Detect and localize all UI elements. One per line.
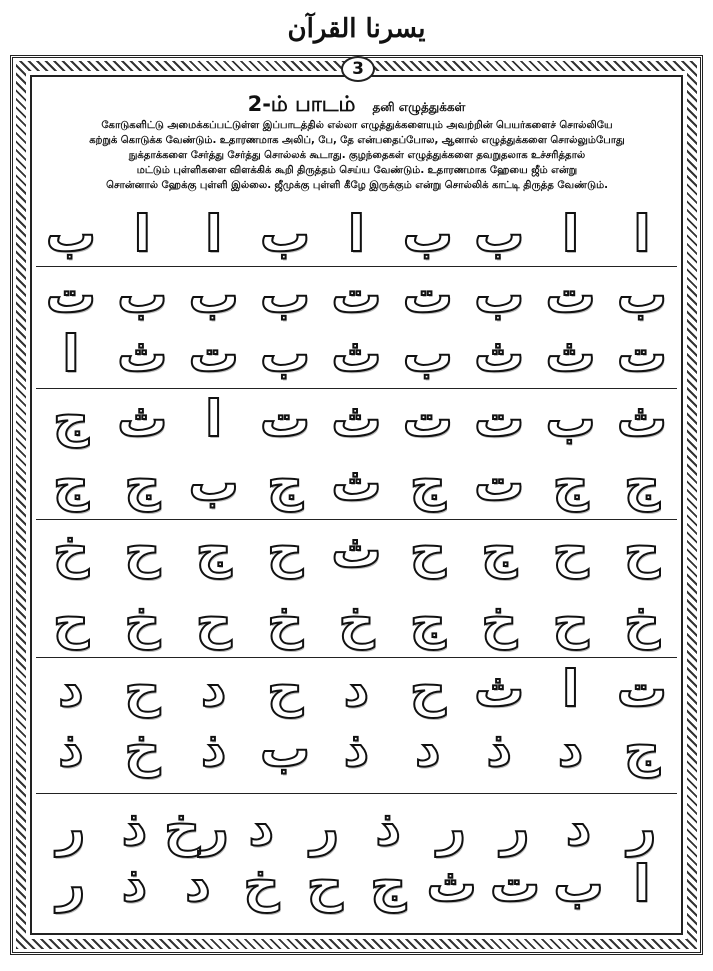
arabic-letter: ت (490, 855, 541, 913)
letter-row-8 (40, 657, 673, 721)
arabic-letter: ح (552, 521, 589, 579)
arabic-letter: ح (623, 521, 661, 579)
arabic-letter: ا (62, 325, 80, 383)
arabic-letter: ث (545, 325, 596, 383)
arabic-letter: ب (402, 205, 453, 263)
arabic-letter: ا (205, 205, 223, 263)
arabic-letter: ب (260, 720, 311, 778)
arabic-letter: ب (553, 855, 604, 913)
arabic-letter: ر (500, 799, 530, 857)
arabic-letter: ث (331, 521, 382, 579)
instructions-paragraph (46, 118, 668, 193)
arabic-letter: ح (52, 592, 90, 650)
arabic-letter: ر (627, 799, 657, 857)
arabic-letter: ح (306, 855, 343, 913)
arabic-letter: ب (117, 266, 168, 324)
arabic-letter: ا (205, 390, 223, 448)
arabic-letter: ت (474, 454, 525, 512)
arabic-letter: ج (409, 454, 446, 512)
arabic-letter: ب (45, 205, 97, 263)
arabic-letter: ذ (121, 799, 148, 857)
arabic-letter: ث (474, 660, 525, 718)
arabic-letter: د (557, 720, 584, 778)
arabic-letter: ح (124, 521, 161, 579)
arabic-letter: ج (409, 592, 446, 650)
arabic-letter: رخ (164, 799, 229, 857)
arabic-letter: ر (56, 855, 86, 913)
arabic-letter: ا (347, 205, 366, 263)
instruction-line: சொன்னால் ஹேக்கு புள்ளி இல்லை. ஜீமுக்கு புள்ளி கீழே இருக்கும் என்று சொல்லிக் காட்டி திருத்த வேண்டும். (106, 180, 608, 191)
arabic-letter: ت (188, 325, 239, 383)
arabic-letter: ب (260, 205, 311, 263)
instruction-line: கோடுகளிட்டு அமைக்கப்பட்டுள்ள இப்பாடத்தில் எல்லா எழுத்துக்களையும் அவற்றின் பெயர்களைச் சொல்லியே (101, 120, 613, 131)
arabic-letter: ث (331, 454, 382, 512)
instruction-line: நுக்தாக்களை சேர்த்து சேர்த்து சொல்லக் கூடாது. குழந்தைகள் எழுத்துக்களை தவறுதலாக உச்சரித்தால் (128, 150, 586, 161)
arabic-letter: ث (117, 325, 168, 383)
arabic-letter: ح (267, 521, 304, 579)
arabic-letter: ث (616, 390, 668, 448)
arabic-letter: ب (545, 390, 596, 448)
arabic-letter: ا (633, 855, 651, 913)
letter-row-11 (40, 852, 673, 916)
arabic-letter: ت (616, 325, 668, 383)
arabic-letter: ث (474, 325, 525, 383)
arabic-letter: خ (243, 855, 280, 913)
arabic-letter: ب (260, 266, 311, 324)
section-divider (36, 793, 677, 794)
page-header-title: يسرنا القرآن (287, 14, 426, 44)
arabic-letter: ث (117, 390, 168, 448)
arabic-letter: د (200, 660, 227, 718)
arabic-letter: ت (616, 660, 668, 718)
arabic-letter: د (415, 720, 441, 778)
letter-row-10 (40, 796, 673, 860)
arabic-letter: ج (195, 521, 232, 579)
arabic-letter: ت (545, 266, 596, 324)
letter-row-3 (40, 322, 673, 386)
arabic-letter: ج (481, 521, 518, 579)
letter-row-1 (40, 202, 673, 266)
arabic-letter: ا (562, 205, 580, 263)
arabic-letter: د (248, 799, 275, 857)
lesson-subtitle: தனி எழுத்துக்கள் (372, 100, 466, 114)
arabic-letter: ذ (200, 720, 227, 778)
lesson-number: 2-ம் பாடம் (247, 92, 356, 116)
arabic-letter: ج (124, 454, 161, 512)
arabic-letter: ذ (58, 720, 84, 778)
letter-row-7 (40, 589, 673, 653)
arabic-letter: ت (402, 390, 453, 448)
arabic-letter: ح (267, 660, 304, 718)
arabic-letter: ب (474, 205, 525, 263)
arabic-letter: د (185, 855, 211, 913)
arabic-letter: ت (45, 266, 97, 324)
arabic-letter: ر (437, 799, 467, 857)
arabic-letter: ذ (375, 799, 402, 857)
arabic-letter: خ (267, 592, 304, 650)
letter-row-6 (40, 518, 673, 582)
lesson-title (0, 92, 713, 119)
arabic-letter: خ (338, 592, 375, 650)
arabic-letter: ب (188, 454, 239, 512)
arabic-letter: د (565, 799, 592, 857)
letter-row-2 (40, 263, 673, 327)
arabic-letter: ج (623, 720, 661, 778)
instruction-line: மட்டும் புள்ளிகளை விளக்கிக் கூறி திருத்தம் செய்ய வேண்டும். உதாரணமாக ஹேயை ஜீம் என்று (136, 165, 578, 176)
arabic-letter: ث (426, 855, 477, 913)
arabic-letter: خ (481, 592, 518, 650)
arabic-letter: ب (188, 266, 239, 324)
arabic-letter: ا (133, 205, 151, 263)
arabic-letter: خ (124, 720, 161, 778)
arabic-letter: ح (409, 660, 446, 718)
arabic-letter: ح (552, 592, 589, 650)
arabic-letter: ا (633, 205, 651, 263)
arabic-letter: ذ (121, 855, 148, 913)
arabic-letter: ب (402, 325, 453, 383)
arabic-letter: ح (124, 660, 161, 718)
arabic-letter: ر (56, 799, 86, 857)
arabic-letter: ج (52, 454, 90, 512)
arabic-letter: ت (260, 390, 311, 448)
arabic-letter: ت (402, 266, 453, 324)
arabic-letter: ح (195, 592, 232, 650)
arabic-letter: ب (260, 325, 311, 383)
arabic-letter: ث (331, 390, 382, 448)
arabic-letter: ج (370, 855, 407, 913)
arabic-letter: د (343, 660, 370, 718)
page-number-badge: 3 (341, 56, 375, 82)
arabic-letter: خ (623, 592, 661, 650)
arabic-letter: ج (52, 390, 90, 448)
arabic-letter: خ (52, 521, 90, 579)
arabic-letter: ت (331, 266, 382, 324)
arabic-letter: ج (552, 454, 589, 512)
arabic-letter: ذ (486, 720, 513, 778)
arabic-letter: د (58, 660, 84, 718)
arabic-letter: ب (474, 266, 525, 324)
arabic-letter: ا (562, 660, 580, 718)
arabic-letter: ب (616, 266, 668, 324)
letter-row-4 (40, 387, 673, 451)
arabic-letter: ج (623, 454, 661, 512)
letter-row-9 (40, 717, 673, 781)
letter-row-5 (40, 451, 673, 515)
arabic-letter: ج (267, 454, 304, 512)
instruction-line: கற்றுக் கொடுக்க வேண்டும். உதாரணமாக அலிப், பே, தே என்பதைப்போல, ஆனால் எழுத்துக்களை சொல்லும்போது (89, 135, 625, 146)
arabic-letter: ر (310, 799, 340, 857)
arabic-letter: ح (409, 521, 446, 579)
arabic-letter: ذ (343, 720, 370, 778)
arabic-letter: ت (474, 390, 525, 448)
arabic-letter: خ (124, 592, 161, 650)
arabic-letter: ث (331, 325, 382, 383)
